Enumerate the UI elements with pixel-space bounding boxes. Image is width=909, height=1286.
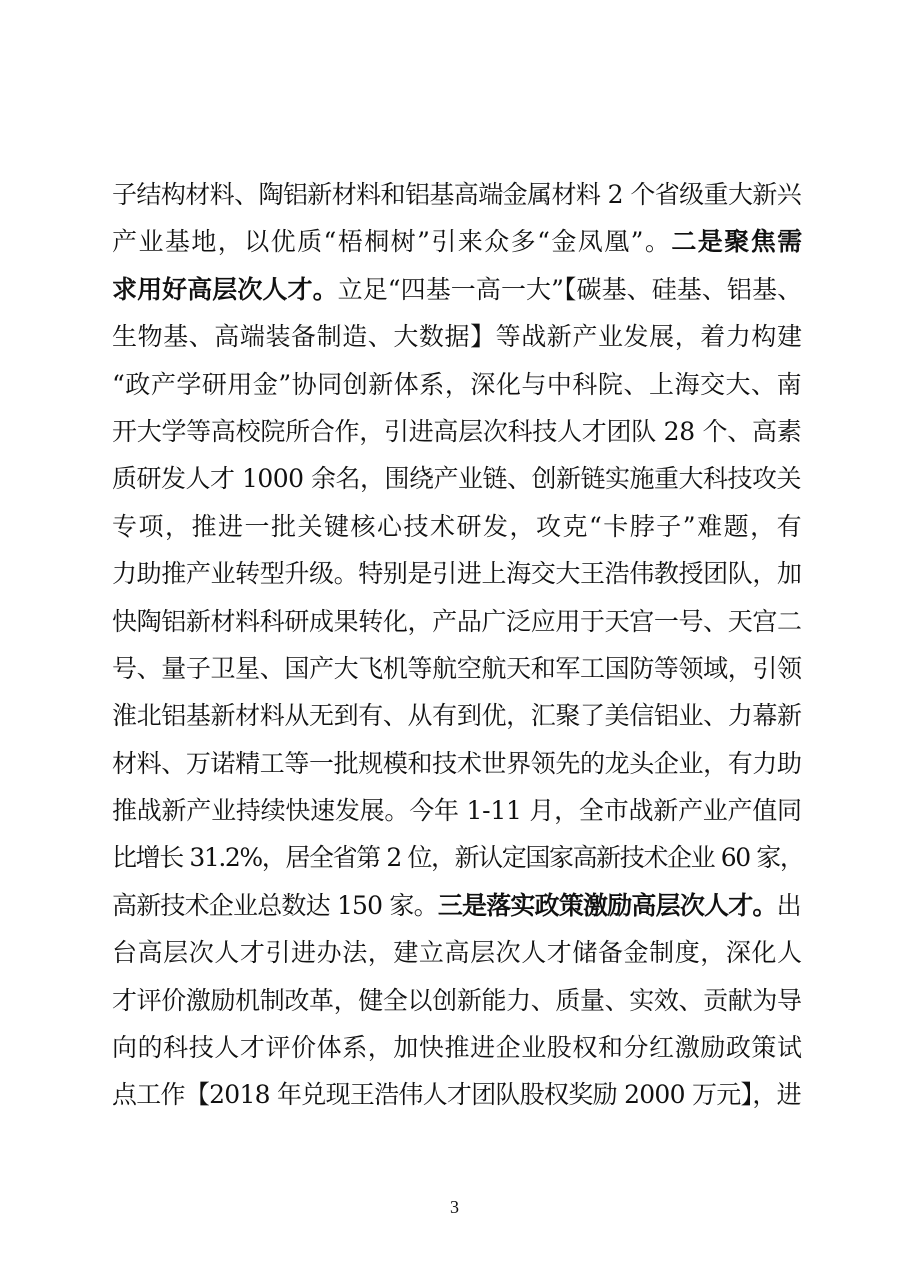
text-line <box>112 977 802 1024</box>
text-line <box>112 408 802 455</box>
text-line <box>112 171 802 218</box>
text-line <box>112 218 802 265</box>
text-segment: 向的科技人才评价体系，加快推进企业股权和分红激励政策试 <box>112 1033 803 1063</box>
text-segment: 出 <box>776 890 801 920</box>
text-segment: “政产学研用金”协同创新体系，深化与中科院、上海交大、南 <box>112 369 803 399</box>
text-segment: 材料、万诺精工等一批规模和技术世界领先的龙头企业，有力助 <box>112 748 802 778</box>
text-segment: 高新技术企业总数达 150 家。 <box>112 890 438 920</box>
text-segment: 立足“四基一高一大”【碳基、硅基、铝基、 <box>337 274 803 304</box>
text-line <box>112 645 802 692</box>
text-line <box>112 361 802 408</box>
text-segment: 快陶铝新材料科研成果转化，产品广泛应用于天宫一号、天宫二 <box>112 606 802 636</box>
text-segment: 淮北铝基新材料从无到有、从有到优，汇聚了美信铝业、力幕新 <box>112 701 802 731</box>
bold-heading-text: 求用好高层次人才。 <box>112 274 338 304</box>
text-segment: 号、量子卫星、国产大飞机等航空航天和军工国防等领域，引领 <box>112 653 802 683</box>
text-line <box>112 598 802 645</box>
text-line <box>112 550 802 597</box>
text-segment: 台高层次人才引进办法，建立高层次人才储备金制度，深化人 <box>112 938 803 968</box>
text-segment: 生物基、高端装备制造、大数据】等战新产业发展，着力构建 <box>112 322 803 352</box>
bold-heading-text: 三是落实政策激励高层次人才。 <box>437 890 777 920</box>
bold-heading-text: 二是聚焦需 <box>671 227 804 257</box>
text-segment: 比增长 31.2%，居全省第 2 位，新认定国家高新技术企业 60 家， <box>112 843 804 873</box>
text-line <box>112 882 802 929</box>
text-segment: 才评价激励机制改革，健全以创新能力、质量、实效、贡献为导 <box>112 985 802 1015</box>
text-line <box>112 455 802 502</box>
text-segment: 开大学等高校院所合作，引进高层次科技人才团队 28 个、高素 <box>112 416 802 446</box>
text-line <box>112 313 802 360</box>
text-line <box>112 503 802 550</box>
text-segment: 产业基地，以优质“梧桐树”引来众多“金凤凰”。 <box>112 227 672 257</box>
text-line <box>112 834 802 881</box>
body-paragraph <box>112 171 802 1119</box>
text-segment: 子结构材料、陶铝新材料和铝基高端金属材料 2 个省级重大新兴 <box>112 180 802 209</box>
text-segment: 推战新产业持续快速发展。今年 1-11 月，全市战新产业产值同 <box>112 796 802 826</box>
text-line <box>112 740 802 787</box>
text-segment: 点工作【2018 年兑现王浩伟人才团队股权奖励 2000 万元】，进 <box>112 1080 801 1110</box>
page-number: 3 <box>450 1197 459 1217</box>
text-line <box>112 787 802 834</box>
text-line <box>112 266 802 313</box>
text-segment: 质研发人才 1000 余名，围绕产业链、创新链实施重大科技攻关 <box>112 464 802 494</box>
text-line <box>112 1071 802 1118</box>
text-segment: 专项，推进一批关键核心技术研发，攻克“卡脖子”难题，有 <box>112 511 804 541</box>
text-segment: 力助推产业转型升级。特别是引进上海交大王浩伟教授团队，加 <box>112 559 802 589</box>
text-line <box>112 1024 802 1071</box>
text-line <box>112 929 802 976</box>
text-line <box>112 692 802 739</box>
